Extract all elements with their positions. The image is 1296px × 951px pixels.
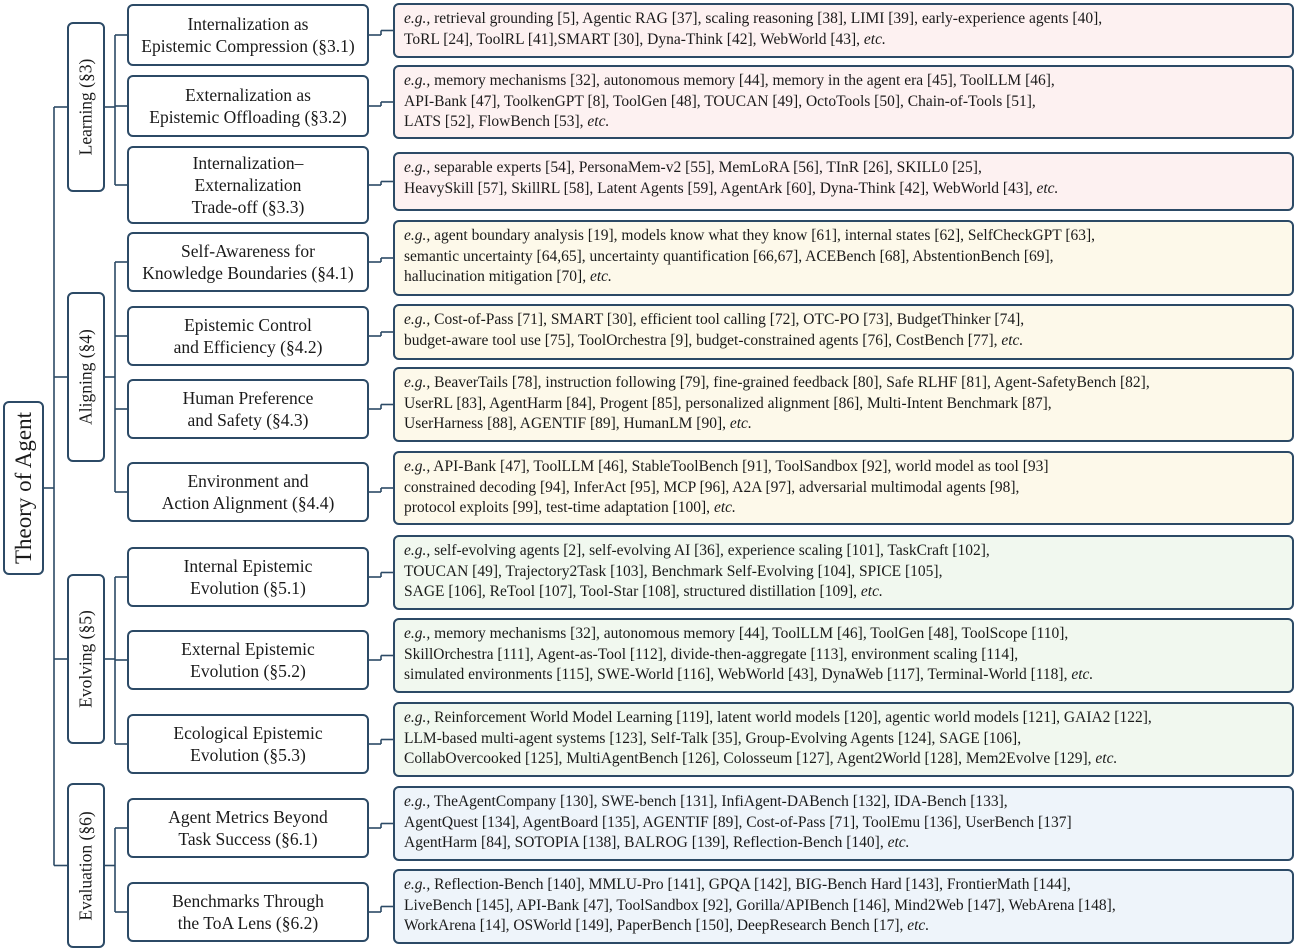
example-line <box>404 813 1282 834</box>
example-text: TheAgentCompany [130], SWE-bench [131], InfiAgent-DABench [132], IDA-Bench [133], <box>433 793 1008 810</box>
section-node-evolution-5-3 <box>127 714 369 774</box>
example-text: Reinforcement World Model Learning [119], latent world models [120], agentic world models [121], GAIA2 [122], <box>434 709 1152 726</box>
section-title-line: Internal Epistemic <box>183 556 313 576</box>
eg-prefix: e.g., <box>404 458 431 475</box>
etc-suffix: etc. <box>587 113 610 130</box>
section-title-line: and Safety (§4.3) <box>187 410 309 430</box>
example-text: budget-aware tool use [75], ToolOrchestra [9], budget-constrained agents [76], CostBench [77], <box>404 331 998 349</box>
example-line <box>404 729 1282 750</box>
example-text: SkillOrchestra [111], Agent-as-Tool [112], divide-then-aggregate [113], environment scaling [114], <box>404 645 1019 663</box>
example-line <box>404 665 1282 686</box>
eg-prefix: e.g., <box>404 159 431 176</box>
example-line <box>404 331 1282 352</box>
section-title-line: Knowledge Boundaries (§4.1) <box>142 263 354 283</box>
section-title-line: Epistemic Compression (§3.1) <box>141 36 355 56</box>
example-list-box <box>393 304 1294 360</box>
section-title <box>184 555 313 599</box>
section-title-line: Epistemic Control <box>184 315 312 335</box>
eg-prefix: e.g., <box>404 709 431 726</box>
section-node-evolution-5-1 <box>127 547 369 607</box>
example-text: semantic uncertainty [64,65], uncertainty quantification [66,67], ACEBench [68], AbstentionBench [69], <box>404 247 1054 265</box>
section-title-line: Evolution (§5.2) <box>190 661 306 681</box>
category-label: Aligning (§4) <box>75 329 96 425</box>
example-text: API-Bank [47], ToolkenGPT [8], ToolGen [48], TOUCAN [49], OctoTools [50], Chain-of-Tools [51], <box>404 92 1036 110</box>
example-text: LATS [52], FlowBench [53], <box>404 113 584 130</box>
section-title <box>142 240 353 284</box>
example-text: WorkArena [14], OSWorld [149], PaperBench [150], DeepResearch Bench [17], <box>404 917 904 934</box>
example-line <box>404 30 1282 51</box>
category-label: Evolving (§5) <box>75 610 96 708</box>
example-list-box <box>393 869 1294 944</box>
etc-suffix: etc. <box>1036 179 1059 197</box>
section-node-and-efficiency-4-2 <box>127 306 369 366</box>
example-text: simulated environments [115], SWE-World [116], WebWorld [43], DynaWeb [117], Terminal-World [118], <box>404 666 1068 683</box>
example-line <box>404 373 1282 394</box>
example-list-box <box>393 786 1294 861</box>
example-line <box>404 916 1282 937</box>
etc-suffix: etc. <box>1095 750 1118 767</box>
example-text: Reflection-Bench [140], MMLU-Pro [141], GPQA [142], BIG-Bench Hard [143], FrontierMath [144], <box>434 876 1071 893</box>
eg-prefix: e.g., <box>404 227 431 244</box>
example-text: memory mechanisms [32], autonomous memory [44], ToolLLM [46], ToolGen [48], ToolScope [110], <box>434 625 1069 642</box>
etc-suffix: etc. <box>860 583 883 600</box>
section-title-line: Benchmarks Through <box>172 891 324 911</box>
eg-prefix: e.g., <box>404 10 431 27</box>
section-title-line: the ToA Lens (§6.2) <box>177 913 319 933</box>
section-title <box>183 387 314 431</box>
section-title-line: Internalization– <box>192 153 304 173</box>
root-node <box>3 401 44 575</box>
section-title-line: Externalization <box>194 175 302 195</box>
example-text: TOUCAN [49], Trajectory2Task [103], Benchmark Self-Evolving [104], SPICE [105], <box>404 562 943 580</box>
section-title-line: Ecological Epistemic <box>173 723 323 743</box>
section-node-knowledge-boundaries-4-1 <box>127 232 369 292</box>
etc-suffix: etc. <box>907 917 930 934</box>
section-node-trade-off-3-3 <box>127 146 369 224</box>
example-text: retrieval grounding [5], Agentic RAG [37], scaling reasoning [38], LIMI [39], early-experience agents [40], <box>434 10 1103 27</box>
section-node-task-success-6-1 <box>127 798 369 858</box>
section-node-action-alignment-4-4 <box>127 462 369 522</box>
example-line <box>404 582 1282 603</box>
example-line <box>404 267 1282 288</box>
section-title <box>141 13 354 57</box>
section-title-line: Task Success (§6.1) <box>178 829 318 849</box>
example-list-box <box>393 367 1294 442</box>
etc-suffix: etc. <box>1001 331 1024 349</box>
example-line <box>404 833 1282 854</box>
example-line <box>404 414 1282 435</box>
section-title-line: External Epistemic <box>181 639 315 659</box>
section-title-line: Externalization as <box>185 85 311 105</box>
etc-suffix: etc. <box>713 499 736 516</box>
example-text: HeavySkill [57], SkillRL [58], Latent Agents [59], AgentArk [60], Dyna-Think [42], WebWorld [43], <box>404 179 1033 197</box>
section-title-line: Self-Awareness for <box>181 241 315 261</box>
example-line <box>404 478 1282 499</box>
section-node-epistemic-offloading-3-2 <box>127 75 369 137</box>
example-text: hallucination mitigation [70], <box>404 268 587 285</box>
example-line <box>404 247 1282 268</box>
section-title-line: Agent Metrics Beyond <box>168 807 328 827</box>
section-title-line: Evolution (§5.3) <box>190 745 306 765</box>
example-line <box>404 310 1282 331</box>
example-list-box <box>393 535 1294 610</box>
section-node-the-toa-lens-6-2 <box>127 882 369 942</box>
section-title-line: Action Alignment (§4.4) <box>161 493 335 513</box>
example-text: SAGE [106], ReTool [107], Tool-Star [108], structured distillation [109], <box>404 583 858 600</box>
section-node-evolution-5-2 <box>127 630 369 690</box>
example-list-box <box>393 220 1294 296</box>
section-title-line: Epistemic Offloading (§3.2) <box>149 107 347 127</box>
example-text: Cost-of-Pass [71], SMART [30], efficient tool calling [72], OTC-PO [73], BudgetThinker [74], <box>434 311 1025 328</box>
example-line <box>404 179 1282 200</box>
eg-prefix: e.g., <box>404 72 431 89</box>
example-text: BeaverTails [78], instruction following [79], fine-grained feedback [80], Safe RLHF [81], Agent-SafetyBench [82], <box>434 374 1150 391</box>
etc-suffix: etc. <box>589 268 612 285</box>
section-title-line: Human Preference <box>182 388 314 408</box>
etc-suffix: etc. <box>729 415 752 432</box>
etc-suffix: etc. <box>887 834 910 851</box>
eg-prefix: e.g., <box>404 374 431 391</box>
example-line <box>404 624 1282 645</box>
example-line <box>404 9 1282 30</box>
example-line <box>404 92 1282 113</box>
example-text: constrained decoding [94], InferAct [95], MCP [96], A2A [97], adversarial multimodal agents [98], <box>404 478 1020 496</box>
example-text: CollabOvercooked [125], MultiAgentBench [126], Colosseum [127], Agent2World [128], Mem2Evolve [129], <box>404 750 1092 767</box>
example-line <box>404 498 1282 519</box>
section-title-line: Trade-off (§3.3) <box>191 197 305 217</box>
example-text: ToRL [24], ToolRL [41],SMART [30], Dyna-Think [42], WebWorld [43], <box>404 30 861 48</box>
example-line <box>404 457 1282 478</box>
section-title <box>162 470 335 514</box>
example-text: API-Bank [47], ToolLLM [46], StableToolBench [91], ToolSandbox [92], world model as tool [93] <box>433 458 1049 475</box>
section-title <box>168 806 327 850</box>
section-title <box>181 638 315 682</box>
category-label: Evaluation (§6) <box>75 810 96 921</box>
category-node-aligning <box>67 292 105 462</box>
example-line <box>404 112 1282 133</box>
example-text: UserRL [83], AgentHarm [84], Progent [85], personalized alignment [86], Multi-Intent Benchmark [87], <box>404 394 1052 412</box>
section-node-and-safety-4-3 <box>127 379 369 439</box>
example-text: LiveBench [145], API-Bank [47], ToolSandbox [92], Gorilla/APIBench [146], Mind2Web [147], WebArena [148], <box>404 896 1116 914</box>
section-title-line: Internalization as <box>187 14 309 34</box>
example-line <box>404 896 1282 917</box>
section-title <box>192 152 305 218</box>
example-list-box <box>393 451 1294 525</box>
root-label: Theory of Agent <box>10 411 36 565</box>
eg-prefix: e.g., <box>404 311 431 328</box>
section-title <box>173 722 322 766</box>
example-list-box <box>393 702 1294 777</box>
example-text: separable experts [54], PersonaMem-v2 [55], MemLoRA [56], TInR [26], SKILL0 [25], <box>434 159 982 176</box>
example-list-box <box>393 3 1294 58</box>
category-node-evaluation <box>67 783 105 948</box>
example-list-box <box>393 65 1294 139</box>
example-line <box>404 562 1282 583</box>
eg-prefix: e.g., <box>404 625 431 642</box>
section-title <box>149 84 346 128</box>
example-text: UserHarness [88], AGENTIF [89], HumanLM [90], <box>404 415 726 432</box>
example-text: self-evolving agents [2], self-evolving AI [36], experience scaling [101], TaskCraft [102], <box>434 542 990 559</box>
example-list-box <box>393 618 1294 693</box>
example-list-box <box>393 152 1294 211</box>
eg-prefix: e.g., <box>404 876 431 893</box>
example-text: agent boundary analysis [19], models know what they know [61], internal states [62], SelfCheckGPT [63], <box>434 227 1096 244</box>
section-title <box>172 890 324 934</box>
section-node-epistemic-compression-3-1 <box>127 4 369 66</box>
example-line <box>404 226 1282 247</box>
example-text: AgentQuest [134], AgentBoard [135], AGENTIF [89], Cost-of-Pass [71], ToolEmu [136], UserBench [137] <box>404 813 1072 831</box>
section-title-line: Evolution (§5.1) <box>190 578 306 598</box>
example-line <box>404 749 1282 770</box>
example-line <box>404 708 1282 729</box>
category-node-evolving <box>67 574 105 744</box>
etc-suffix: etc. <box>1071 666 1094 683</box>
section-title <box>174 314 323 358</box>
category-node-learning <box>67 22 105 192</box>
section-title-line: Environment and <box>187 471 309 491</box>
example-text: LLM-based multi-agent systems [123], Self-Talk [35], Group-Evolving Agents [124], SAGE [106], <box>404 729 1022 747</box>
example-line <box>404 158 1282 179</box>
example-line <box>404 792 1282 813</box>
example-line <box>404 645 1282 666</box>
example-line <box>404 394 1282 415</box>
example-line <box>404 71 1282 92</box>
example-line <box>404 541 1282 562</box>
example-line <box>404 875 1282 896</box>
example-text: memory mechanisms [32], autonomous memory [44], memory in the agent era [45], ToolLLM [46], <box>434 72 1055 89</box>
example-text: protocol exploits [99], test-time adaptation [100], <box>404 499 711 516</box>
eg-prefix: e.g., <box>404 542 431 559</box>
etc-suffix: etc. <box>863 30 886 48</box>
category-label: Learning (§3) <box>75 58 96 156</box>
section-title-line: and Efficiency (§4.2) <box>173 337 323 357</box>
eg-prefix: e.g., <box>404 793 431 810</box>
example-text: AgentHarm [84], SOTOPIA [138], BALROG [139], Reflection-Bench [140], <box>404 834 884 851</box>
